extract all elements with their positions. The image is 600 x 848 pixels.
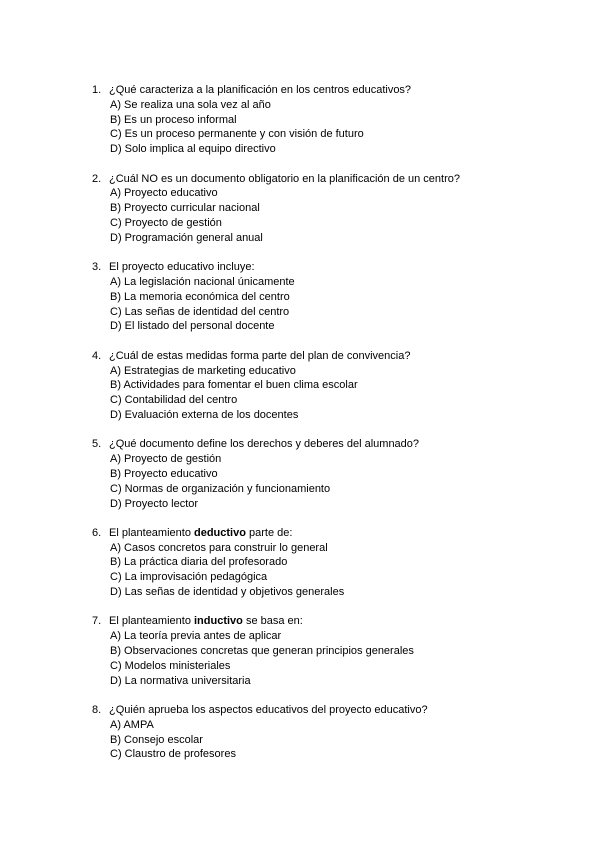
option-b: B) La memoria económica del centro [110, 290, 290, 303]
question-stem [92, 614, 582, 629]
question-text [109, 615, 303, 627]
option-list [92, 186, 582, 245]
question-8 [92, 703, 582, 762]
option-a: A) Casos concretos para construir lo general [110, 541, 328, 554]
option-b: B) Consejo escolar [110, 733, 203, 746]
option-c: C) Contabilidad del centro [110, 394, 238, 407]
option-a: A) AMPA [110, 718, 154, 731]
option-list [92, 629, 582, 688]
option-b: B) Es un proceso informal [110, 113, 237, 126]
option-list [92, 452, 582, 511]
question-number: 2. [92, 172, 102, 185]
question-text-start: El planteamiento [109, 526, 194, 539]
option-b: B) Actividades para fomentar el buen clima escolar [110, 379, 358, 392]
option-c: C) Proyecto de gestión [110, 216, 222, 229]
option-d: D) Las señas de identidad y objetivos generales [110, 586, 345, 599]
question-7 [92, 614, 582, 688]
option-c: C) La improvisación pedagógica [110, 571, 268, 584]
option-b: B) Proyecto curricular nacional [110, 202, 260, 215]
option-list [92, 98, 582, 157]
question-number: 1. [92, 84, 102, 96]
option-c: C) Las señas de identidad del centro [110, 305, 290, 318]
option-d: D) Programación general anual [110, 231, 263, 244]
question-1 [92, 83, 582, 157]
question-3 [92, 260, 582, 334]
option-a: A) Proyecto educativo [110, 187, 218, 200]
option-c: C) Es un proceso permanente y con visión de futuro [110, 128, 364, 141]
question-number: 4. [92, 349, 102, 362]
question-stem [92, 260, 582, 275]
bold-term: deductivo [194, 526, 246, 539]
question-text: ¿Qué documento define los derechos y deberes del alumnado? [109, 438, 420, 451]
option-list [92, 275, 582, 334]
option-list [92, 364, 582, 423]
question-text-end: se basa en: [242, 615, 303, 628]
option-list [92, 718, 582, 762]
question-text: ¿Cuál de estas medidas forma parte del plan de convivencia? [109, 349, 411, 362]
option-d: D) El listado del personal docente [110, 320, 275, 333]
option-c: C) Normas de organización y funcionamiento [110, 482, 331, 495]
question-number: 6. [92, 526, 102, 539]
option-b: B) Observaciones concretas que generan principios generales [110, 645, 414, 658]
question-text: ¿Cuál NO es un documento obligatorio en la planificación de un centro? [109, 172, 460, 185]
question-6 [92, 526, 582, 600]
option-d: D) Solo implica al equipo directivo [110, 143, 276, 156]
question-stem [92, 437, 582, 452]
option-c: C) Claustro de profesores [110, 748, 236, 761]
question-2 [92, 172, 582, 246]
option-d: D) Proyecto lector [110, 497, 199, 510]
question-text-end: parte de: [245, 526, 293, 539]
option-d: D) La normativa universitaria [110, 674, 251, 687]
option-b: B) Proyecto educativo [110, 467, 218, 480]
question-stem [92, 172, 582, 187]
question-text [109, 527, 292, 539]
question-text: ¿Qué caracteriza a la planificación en los centros educativos? [109, 84, 412, 96]
option-list [92, 541, 582, 600]
question-list [92, 83, 582, 777]
question-5 [92, 437, 582, 511]
option-a: A) La legislación nacional únicamente [110, 275, 295, 288]
option-a: A) Se realiza una sola vez al año [110, 98, 271, 111]
question-stem [92, 83, 582, 98]
question-stem [92, 349, 582, 364]
question-number: 5. [92, 438, 102, 451]
option-a: A) Proyecto de gestión [110, 453, 222, 466]
bold-term: inductivo [194, 615, 243, 628]
question-text-start: El planteamiento [109, 615, 194, 628]
question-stem [92, 703, 582, 718]
question-4 [92, 349, 582, 423]
question-text: El proyecto educativo incluye: [109, 261, 255, 274]
question-number: 8. [92, 704, 102, 717]
option-d: D) Evaluación externa de los docentes [110, 408, 299, 421]
question-number: 3. [92, 261, 102, 274]
question-text: ¿Quién aprueba los aspectos educativos del proyecto educativo? [109, 704, 428, 717]
option-c: C) Modelos ministeriales [110, 659, 231, 672]
option-a: A) Estrategias de marketing educativo [110, 364, 296, 377]
question-number: 7. [92, 615, 102, 628]
option-b: B) La práctica diaria del profesorado [110, 556, 288, 569]
option-a: A) La teoría previa antes de aplicar [110, 630, 282, 643]
question-stem [92, 526, 582, 541]
